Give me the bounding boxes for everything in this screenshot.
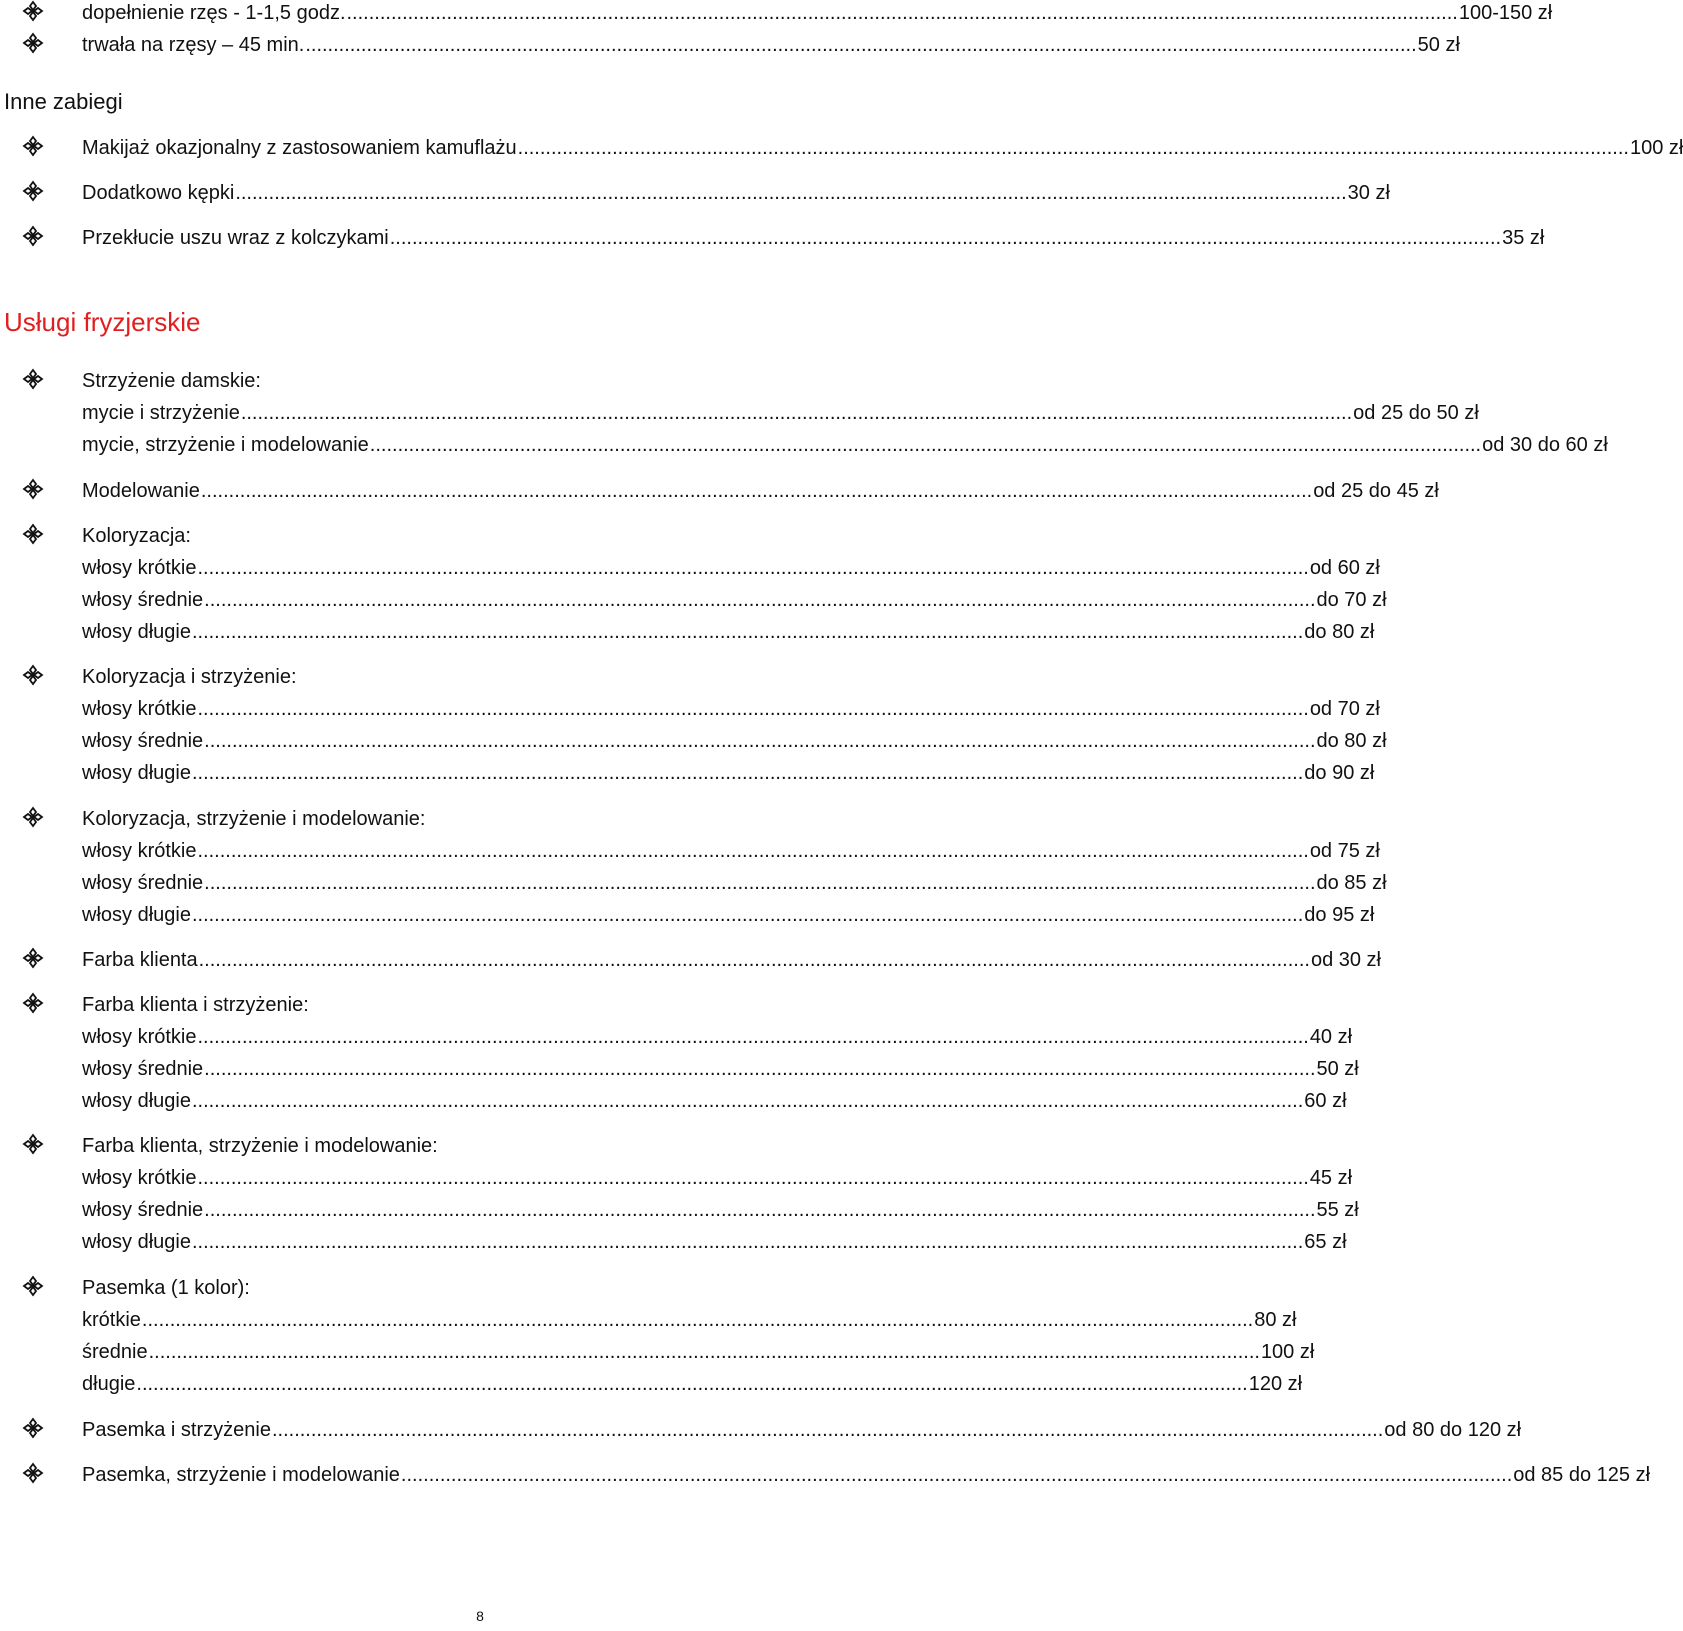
leader-dots: ........................................................................................................................................................................................................ <box>191 904 1304 926</box>
service-price: od 25 do 45 zł <box>1313 480 1439 502</box>
service-price: od 85 do 125 zł <box>1513 1464 1651 1486</box>
bullet-icon <box>22 1462 46 1486</box>
service-price: do 80 zł <box>1316 730 1387 752</box>
service-label: Makijaż okazjonalny z zastosowaniem kamuflażu <box>82 137 517 159</box>
service-label: włosy długie <box>82 1090 191 1112</box>
leader-dots: ........................................................................................................................................................................................................ <box>148 1341 1260 1363</box>
leader-dots: ........................................................................................................................................................................................................ <box>197 557 1309 579</box>
price-row <box>82 1024 1353 1050</box>
bullet-icon <box>22 992 46 1016</box>
group-title: Pasemka (1 kolor): <box>82 1277 250 1299</box>
bullet-icon <box>22 478 46 502</box>
group-title: Farba klienta i strzyżenie: <box>82 994 309 1016</box>
bullet-icon <box>22 523 46 547</box>
price-row <box>82 760 1375 786</box>
bullet-icon <box>22 947 46 971</box>
leader-dots: ........................................................................................................................................................................................................ <box>136 1373 1248 1395</box>
service-label: włosy długie <box>82 621 191 643</box>
service-price: od 70 zł <box>1309 698 1380 720</box>
price-row <box>82 1197 1359 1223</box>
leader-dots: ........................................................................................................................................................................................................ <box>517 137 1629 159</box>
bullet-icon <box>22 368 46 392</box>
service-label: włosy długie <box>82 904 191 926</box>
leader-dots: ........................................................................................................................................................................................................ <box>198 949 1310 971</box>
service-price: od 80 do 120 zł <box>1384 1419 1522 1441</box>
price-row <box>82 225 1545 251</box>
service-label: Przekłucie uszu wraz z kolczykami <box>82 227 389 249</box>
leader-dots: ........................................................................................................................................................................................................ <box>305 34 1417 56</box>
service-price: 100 zł <box>1629 137 1683 159</box>
service-price: od 30 do 60 zł <box>1482 434 1608 456</box>
service-label: Pasemka, strzyżenie i modelowanie <box>82 1464 400 1486</box>
service-label: Modelowanie <box>82 480 200 502</box>
bullet-icon <box>22 1133 46 1157</box>
group-title: Koloryzacja: <box>82 525 191 547</box>
leader-dots: ........................................................................................................................................................................................................ <box>204 1199 1316 1221</box>
bullet-icon <box>22 664 46 688</box>
bullet-icon <box>22 180 46 204</box>
price-row <box>82 1229 1347 1255</box>
service-label: Dodatkowo kępki <box>82 182 235 204</box>
leader-dots: ........................................................................................................................................................................................................ <box>200 480 1313 502</box>
price-row <box>82 1417 1522 1443</box>
price-row <box>82 32 1460 58</box>
service-label: włosy średnie <box>82 872 204 894</box>
leader-dots: ........................................................................................................................................................................................................ <box>240 402 1353 424</box>
service-price: do 90 zł <box>1304 762 1375 784</box>
group-title: Koloryzacja i strzyżenie: <box>82 666 297 688</box>
price-row <box>82 1056 1359 1082</box>
service-label: dopełnienie rzęs - 1-1,5 godz. <box>82 2 346 24</box>
leader-dots: ........................................................................................................................................................................................................ <box>204 872 1316 894</box>
leader-dots: ........................................................................................................................................................................................................ <box>204 1058 1316 1080</box>
bullet-icon <box>22 32 46 56</box>
price-row <box>82 947 1382 973</box>
price-row <box>82 400 1479 426</box>
leader-dots: ........................................................................................................................................................................................................ <box>369 434 1482 456</box>
leader-dots: ........................................................................................................................................................................................................ <box>204 589 1316 611</box>
service-label: włosy średnie <box>82 730 204 752</box>
price-row <box>82 587 1387 613</box>
price-row <box>82 0 1553 26</box>
leader-dots: ........................................................................................................................................................................................................ <box>197 1167 1309 1189</box>
service-label: włosy krótkie <box>82 840 197 862</box>
leader-dots: ........................................................................................................................................................................................................ <box>191 621 1304 643</box>
price-row <box>82 1339 1315 1365</box>
service-price: od 60 zł <box>1309 557 1380 579</box>
price-row <box>82 870 1387 896</box>
group-title: Strzyżenie damskie: <box>82 370 261 392</box>
bullet-icon <box>22 1417 46 1441</box>
service-label: włosy średnie <box>82 1058 204 1080</box>
price-row <box>82 135 1683 161</box>
service-price: 40 zł <box>1309 1026 1353 1048</box>
price-row <box>82 1165 1353 1191</box>
service-price: od 75 zł <box>1309 840 1380 862</box>
leader-dots: ........................................................................................................................................................................................................ <box>271 1419 1384 1441</box>
section-heading-inne-zabiegi: Inne zabiegi <box>4 89 123 114</box>
leader-dots: ........................................................................................................................................................................................................ <box>204 730 1316 752</box>
service-label: Farba klienta <box>82 949 198 971</box>
group-title: Koloryzacja, strzyżenie i modelowanie: <box>82 808 426 830</box>
leader-dots: ........................................................................................................................................................................................................ <box>346 2 1458 24</box>
bullet-icon <box>22 225 46 249</box>
price-row <box>82 180 1390 206</box>
service-price: od 25 do 50 zł <box>1353 402 1479 424</box>
leader-dots: ........................................................................................................................................................................................................ <box>235 182 1347 204</box>
service-label: krótkie <box>82 1309 141 1331</box>
price-row <box>82 696 1380 722</box>
price-row <box>82 1371 1303 1397</box>
service-price: 120 zł <box>1248 1373 1303 1395</box>
service-price: 65 zł <box>1304 1231 1347 1253</box>
bullet-icon <box>22 135 46 159</box>
service-label: włosy krótkie <box>82 557 197 579</box>
service-price: 35 zł <box>1502 227 1545 249</box>
price-row <box>82 555 1380 581</box>
service-price: od 30 zł <box>1310 949 1382 971</box>
service-label: włosy średnie <box>82 1199 204 1221</box>
group-title: Farba klienta, strzyżenie i modelowanie: <box>82 1135 438 1157</box>
service-price: 80 zł <box>1254 1309 1297 1331</box>
service-label: włosy długie <box>82 762 191 784</box>
service-price: do 95 zł <box>1304 904 1375 926</box>
service-label: Pasemka i strzyżenie <box>82 1419 271 1441</box>
leader-dots: ........................................................................................................................................................................................................ <box>389 227 1502 249</box>
price-row <box>82 432 1608 458</box>
service-label: włosy krótkie <box>82 1167 197 1189</box>
bullet-icon <box>22 806 46 830</box>
price-row <box>82 728 1387 754</box>
service-label: trwała na rzęsy – 45 min. <box>82 34 305 56</box>
service-price: 100-150 zł <box>1458 2 1553 24</box>
service-label: włosy krótkie <box>82 698 197 720</box>
service-label: mycie i strzyżenie <box>82 402 240 424</box>
service-label: długie <box>82 1373 136 1395</box>
service-price: 50 zł <box>1316 1058 1359 1080</box>
price-row <box>82 902 1375 928</box>
service-price: 30 zł <box>1347 182 1390 204</box>
price-row <box>82 619 1375 645</box>
service-price: 100 zł <box>1260 1341 1315 1363</box>
page-number: 8 <box>476 1608 484 1624</box>
leader-dots: ........................................................................................................................................................................................................ <box>197 1026 1309 1048</box>
price-row <box>82 838 1380 864</box>
service-price: 50 zł <box>1417 34 1460 56</box>
service-label: włosy średnie <box>82 589 204 611</box>
leader-dots: ........................................................................................................................................................................................................ <box>400 1464 1513 1486</box>
bullet-icon <box>22 1275 46 1299</box>
service-price: do 85 zł <box>1316 872 1387 894</box>
leader-dots: ........................................................................................................................................................................................................ <box>191 1231 1304 1253</box>
price-row <box>82 1462 1651 1488</box>
service-price: 45 zł <box>1309 1167 1353 1189</box>
service-label: włosy krótkie <box>82 1026 197 1048</box>
service-price: 55 zł <box>1316 1199 1359 1221</box>
service-price: 60 zł <box>1304 1090 1347 1112</box>
service-price: do 70 zł <box>1316 589 1387 611</box>
leader-dots: ........................................................................................................................................................................................................ <box>197 698 1309 720</box>
service-label: włosy długie <box>82 1231 191 1253</box>
leader-dots: ........................................................................................................................................................................................................ <box>191 762 1304 784</box>
service-label: średnie <box>82 1341 148 1363</box>
bullet-icon <box>22 0 46 24</box>
leader-dots: ........................................................................................................................................................................................................ <box>191 1090 1304 1112</box>
price-row <box>82 1307 1297 1333</box>
service-price: do 80 zł <box>1304 621 1375 643</box>
price-row <box>82 478 1439 504</box>
price-row <box>82 1088 1347 1114</box>
leader-dots: ........................................................................................................................................................................................................ <box>141 1309 1254 1331</box>
section-heading-uslugi-fryzjerskie: Usługi fryzjerskie <box>4 307 201 337</box>
leader-dots: ........................................................................................................................................................................................................ <box>197 840 1309 862</box>
service-label: mycie, strzyżenie i modelowanie <box>82 434 369 456</box>
